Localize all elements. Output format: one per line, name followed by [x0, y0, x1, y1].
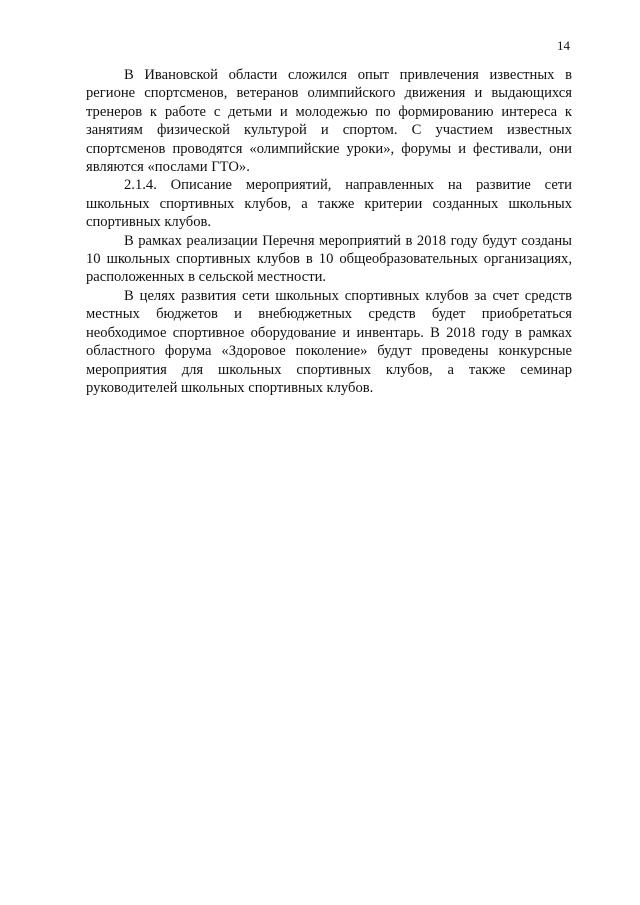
- paragraph-section-heading: 2.1.4. Описание мероприятий, направленных на развитие сети школьных спортивных клубов, а также критерии созданных школьных спортивных клубов.: [86, 177, 572, 231]
- paragraph-olympic-experience: В Ивановской области сложился опыт привлечения известных в регионе спортсменов, ветеранов олимпийского движения и выдающихся тренеров к работе с детьми и молодежью по формированию интереса к занятиям физической культурой и спортом. С участием известных спортсменов проводятся «олимпийские уроки», форумы и фестивали, они являются «послами ГТО».: [86, 67, 572, 176]
- paragraph-club-development: В целях развития сети школьных спортивных клубов за счет средств местных бюджетов и внебюджетных средств будет приобретаться необходимое спортивное оборудование и инвентарь. В 2018 году в рамках областного форума «Здоровое поколение» будут проведены конкурсные мероприятия для школьных спортивных клубов, а также семинар руководителей школьных спортивных клубов.: [86, 287, 572, 396]
- document-body: [86, 66, 572, 397]
- page-number: 14: [557, 38, 570, 53]
- paragraph-club-creation: В рамках реализации Перечня мероприятий в 2018 году будут созданы 10 школьных спортивных клубов в 10 общеобразовательных организациях, расположенных в сельской местности.: [86, 232, 572, 286]
